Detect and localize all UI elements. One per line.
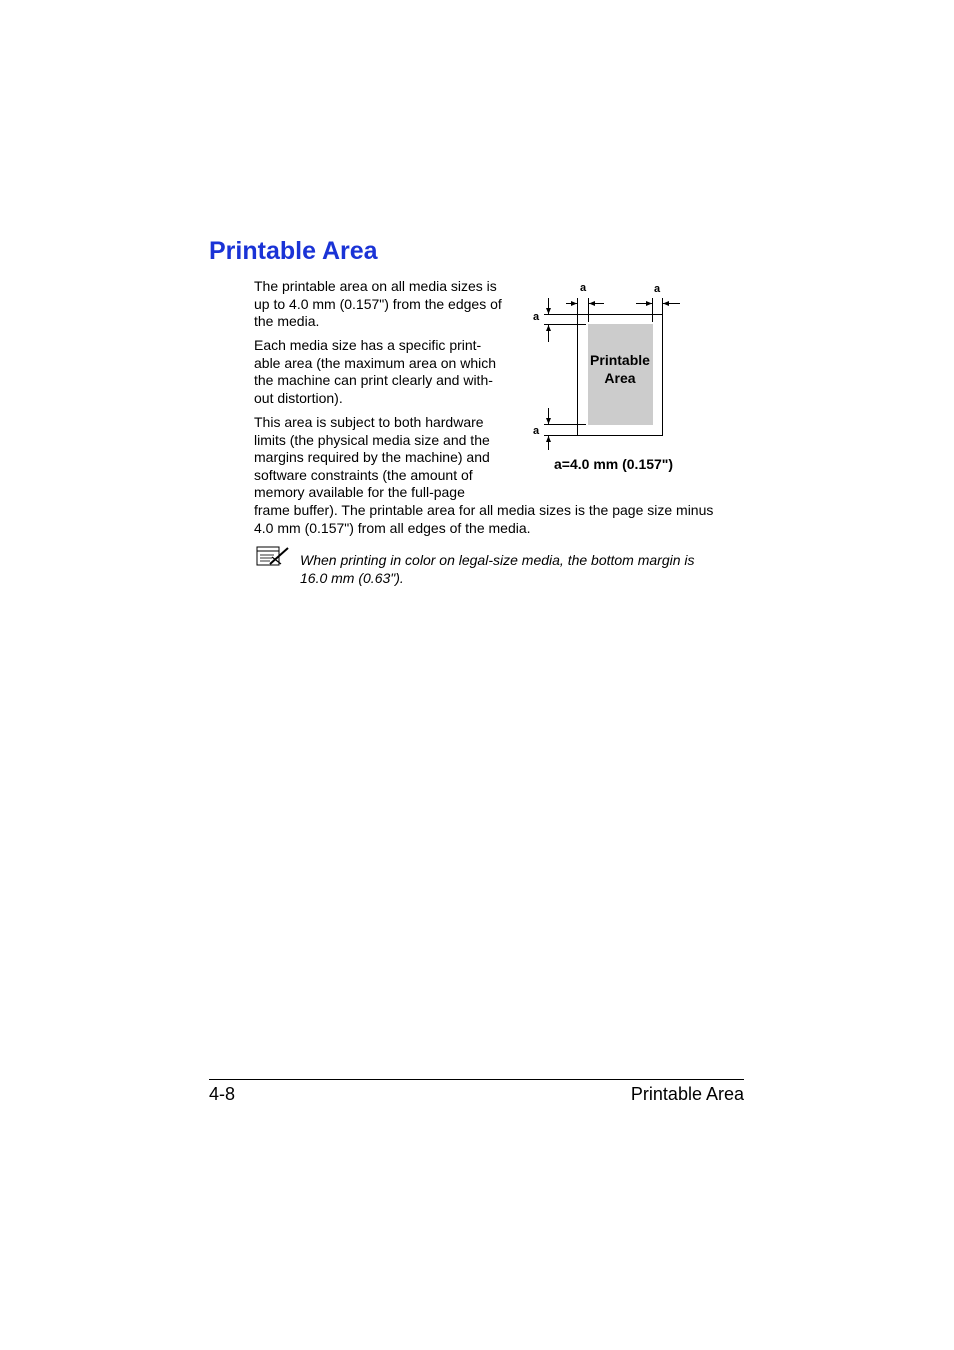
page-title: Printable Area: [209, 237, 378, 265]
body-paragraph-1: The printable area on all media sizes is up to 4.0 mm (0.157") from the edges of the media.: [254, 278, 502, 330]
dim-label-left-bottom: a: [532, 425, 540, 437]
body-paragraph-3-wrapped: This area is subject to both hardware limits (the physical media size and the margins required by the machine) and software constraints (the amount of memory available for the full-page: [254, 414, 490, 501]
arrowhead-icon: [546, 436, 551, 442]
body-paragraph-2: Each media size has a specific print-able area (the maximum area on which the machine can print clearly and with-out distortion).: [254, 337, 497, 406]
note-pad-pencil-icon: [256, 545, 290, 567]
printable-area-diagram: [528, 278, 688, 438]
dim-label-left-top: a: [532, 311, 540, 323]
arrowhead-icon: [546, 325, 551, 331]
footer-section-name: Printable Area: [630, 1084, 744, 1104]
arrowhead-icon: [589, 301, 595, 306]
arrowhead-icon: [663, 301, 669, 306]
body-paragraph-3-full: frame buffer). The printable area for all media sizes is the page size minus 4.0 mm (0.157") from all edges of the media.: [254, 502, 714, 536]
printable-area-label-line2: Area: [604, 370, 636, 386]
footer-divider: [209, 1079, 744, 1080]
note-text: When printing in color on legal-size media, the bottom margin is 16.0 mm (0.63").: [300, 552, 695, 586]
printable-area-label-line1: Printable: [590, 352, 650, 368]
diagram-caption: a=4.0 mm (0.157"): [554, 456, 674, 472]
arrowhead-icon: [646, 301, 652, 306]
arrowhead-icon: [546, 308, 551, 314]
dim-label-top-right: a: [653, 283, 661, 295]
dim-label-top-left: a: [579, 282, 587, 294]
page-number: 4-8: [209, 1084, 236, 1104]
arrowhead-icon: [546, 418, 551, 424]
arrowhead-icon: [571, 301, 577, 306]
